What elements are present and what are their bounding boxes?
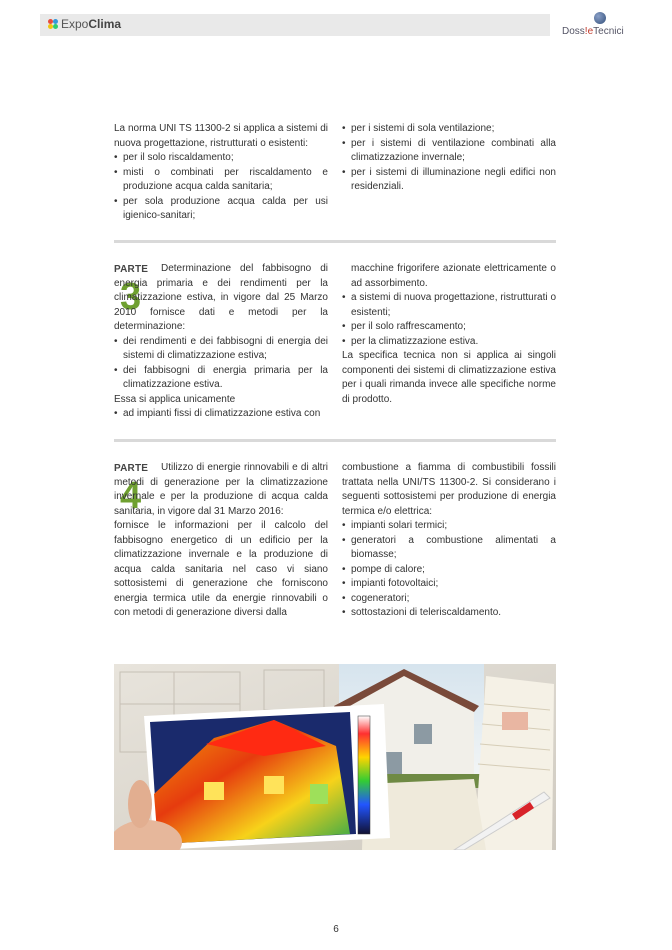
parte-4-right-lead: combustione a fiamma di combustibili fossili trattata nella UNI/TS 11300-2. Si considerano i seguenti sottosistemi per produzione di energia termica e/o elettrica: [342, 462, 556, 517]
list-item: • dei fabbisogni di energia primaria per la climatizzazione estiva. [114, 364, 328, 393]
parte-3-right-list [342, 291, 556, 349]
intro-right-column [342, 122, 556, 195]
list-item: • generatori a combustione alimentati a biomasse; [342, 534, 556, 563]
list-item: • per il solo riscaldamento; [114, 151, 328, 166]
parte-3-list-2 [114, 407, 328, 422]
parte-3-label: PARTE [114, 264, 149, 275]
parte-4-label: PARTE [114, 463, 149, 474]
parte-4-left-column [114, 461, 328, 621]
parte-3-lead: Determinazione del fabbisogno di energia primaria e dei rendimenti per la climatizzazione estiva, in vigore dal 25 Marzo 2010 fornisce dati e metodi per la determinazione: [114, 263, 328, 332]
parte-4-right-column [342, 461, 556, 621]
parte-3-continuation: macchine frigorifere azionate elettricamente o ad assorbimento. [351, 263, 556, 289]
intro-lead: La norma UNI TS 11300-2 si applica a sistemi di nuova progettazione, ristrutturati o esistenti: [114, 123, 328, 149]
logo-text-expo: Expo [61, 17, 89, 31]
logo-text-dossier: Doss!eTecnici [562, 26, 624, 37]
list-item: • impianti solari termici; [342, 519, 556, 534]
page-number: 6 [333, 924, 339, 935]
thermal-house-photo [114, 664, 556, 850]
parte-3-number: 3 [120, 276, 142, 318]
intro-left-column [114, 122, 328, 224]
list-item: • misti o combinati per riscaldamento e produzione acqua calda sanitaria; [114, 166, 328, 195]
parte-4-right-list [342, 519, 556, 621]
list-item: • ad impianti fissi di climatizzazione estiva con [114, 407, 328, 422]
section-divider [114, 240, 556, 243]
dossier-tecnici-logo [560, 10, 640, 40]
list-item: • dei rendimenti e dei fabbisogni di energia dei sistemi di climatizzazione estiva; [114, 335, 328, 364]
parte-3-applies: Essa si applica unicamente [114, 393, 236, 405]
parte-4-lead: Utilizzo di energie rinnovabili e di altri metodi di generazione per la climatizzazione invernale e per la produzione di acqua calda sanitaria, in vigore dal 31 Marzo 2016: [114, 462, 328, 517]
parte-3-list [114, 335, 328, 393]
parte-3-right-column [342, 262, 556, 407]
parte-3-tail: La specifica tecnica non si applica ai singoli componenti dei sistemi di climatizzazione estiva per i quali rimanda invece alle specifiche norme di prodotto. [342, 350, 556, 405]
flower-icon [48, 19, 58, 29]
list-item: • pompe di calore; [342, 563, 556, 578]
section-divider [114, 439, 556, 442]
intro-right-list [342, 122, 556, 195]
intro-left-list [114, 151, 328, 224]
list-item: • cogeneratori; [342, 592, 556, 607]
globe-icon [594, 12, 606, 24]
list-item: • per sola produzione acqua calda per usi igienico-sanitari; [114, 195, 328, 224]
list-item: • per il solo raffrescamento; [342, 320, 556, 335]
list-item: • per i sistemi di illuminazione negli edifici non residenziali. [342, 166, 556, 195]
list-item: • per i sistemi di ventilazione combinati alla climatizzazione invernale; [342, 137, 556, 166]
list-item: • a sistemi di nuova progettazione, ristrutturati o esistenti; [342, 291, 556, 320]
parte-3-left-column [114, 262, 328, 422]
expoclima-logo [48, 17, 121, 31]
thermal-photo-illustration [114, 664, 556, 850]
list-item: • sottostazioni di teleriscaldamento. [342, 606, 556, 621]
list-item: • per la climatizzazione estiva. [342, 335, 556, 350]
parte-4-body: fornisce le informazioni per il calcolo del fabbisogno energetico di un edificio per la climatizzazione invernale e la produzione di acqua calda sanitaria nel caso vi siano sottosistemi di generazione che forniscono energia termica utile da energie rinnovabili o con metodi di generazione diversi dalla [114, 520, 328, 618]
logo-text-clima: Clima [88, 17, 122, 31]
parte-4-number: 4 [120, 475, 142, 517]
list-item: • impianti fotovoltaici; [342, 577, 556, 592]
list-item: • per i sistemi di sola ventilazione; [342, 122, 556, 137]
